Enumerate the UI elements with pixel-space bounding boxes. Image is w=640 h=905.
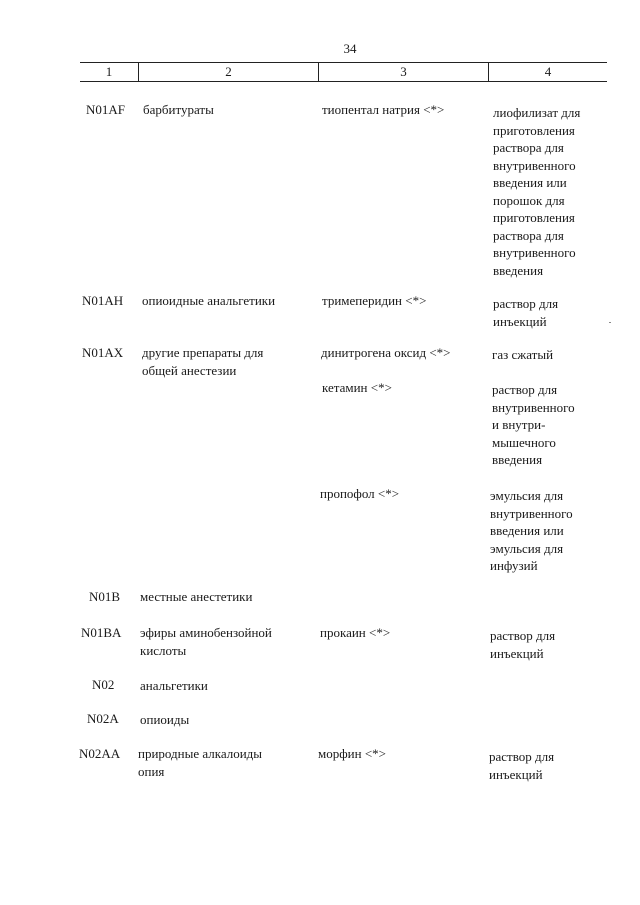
scan-speck <box>609 322 611 323</box>
group-name: природные алкалоиды опия <box>138 746 263 779</box>
group-name: эфиры аминобензойной кислоты <box>140 625 272 658</box>
drug-name: динитрогена оксид <*> <box>321 345 451 360</box>
drug-name: кетамин <*> <box>322 380 392 395</box>
column-header-4: 4 <box>544 64 552 79</box>
column-header-1: 1 <box>105 64 113 79</box>
atc-code: N01AH <box>82 293 124 308</box>
atc-code: N01AX <box>82 345 124 360</box>
atc-code: N01B <box>89 589 121 604</box>
group-name: опиоидные анальгетики <box>142 293 276 308</box>
drug-name: морфин <*> <box>318 746 386 761</box>
column-header-3: 3 <box>400 64 407 79</box>
group-name: местные анестетики <box>140 589 253 604</box>
column-header-2: 2 <box>225 64 232 79</box>
drug-name: тримеперидин <*> <box>322 293 427 308</box>
drug-name: пропофол <*> <box>320 486 400 501</box>
atc-code: N02AA <box>79 746 121 761</box>
dosage-form: лиофилизат для приготовления раствора для внутривенного введения или порошок для приготовления раствора для внутривенного введения <box>493 105 581 278</box>
drug-name: прокаин <*> <box>320 625 391 640</box>
dosage-form: эмульсия для внутривенного введения или эмульсия для инфузий <box>490 488 573 573</box>
dosage-form: раствор для инъекций <box>493 296 559 329</box>
group-name: другие препараты для общей анестезии <box>142 345 264 378</box>
drug-name: тиопентал натрия <*> <box>322 102 445 117</box>
atc-code: N02 <box>92 677 115 692</box>
dosage-form: раствор для внутривенного и внутри- мышечного введения <box>492 382 575 467</box>
dosage-form: раствор для инъекций <box>490 628 556 661</box>
page-number: 34 <box>343 41 357 56</box>
group-name: анальгетики <box>140 678 208 693</box>
group-name: барбитураты <box>143 102 214 117</box>
group-name: опиоиды <box>140 712 190 727</box>
atc-code: N02A <box>87 711 119 726</box>
dosage-form: газ сжатый <box>492 347 554 362</box>
atc-code: N01BA <box>81 625 122 640</box>
atc-code: N01AF <box>86 102 126 117</box>
dosage-form: раствор для инъекций <box>489 749 555 782</box>
table-header-row <box>80 62 607 82</box>
